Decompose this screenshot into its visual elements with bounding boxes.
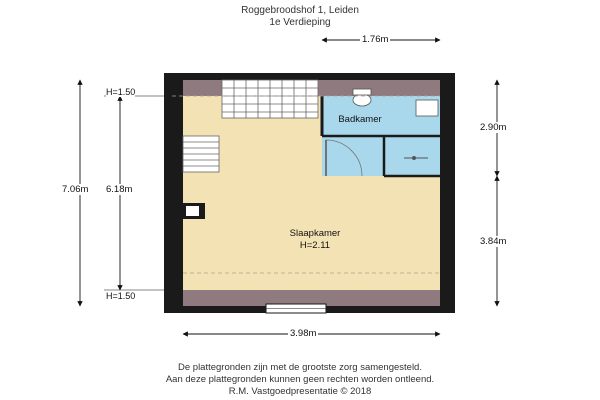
shower-floor <box>384 136 440 176</box>
shaft-inner <box>186 206 199 216</box>
bedroom-name: Slaapkamer <box>289 228 341 239</box>
bathroom-name: Badkamer <box>338 114 382 125</box>
dim-left-outer: 7.06m <box>62 184 89 195</box>
left-wall-inner <box>172 80 183 306</box>
dim-top-width: 1.76m <box>362 34 389 45</box>
stairs-left <box>183 136 219 172</box>
plan-address: Roggebroodshof 1, Leiden <box>241 5 359 16</box>
dim-right-top: 2.90m <box>480 122 507 133</box>
dim-right-bottom: 3.84m <box>480 236 507 247</box>
stairs-top <box>222 80 318 118</box>
plan-floor: 1e Verdieping <box>269 17 331 28</box>
bedroom-height: H=2.11 <box>299 240 331 251</box>
disclaimer-line-2: Aan deze plattegronden kunnen geen rechten worden ontleend. <box>165 374 435 385</box>
sink <box>416 100 438 116</box>
dim-bottom-width: 3.98m <box>290 328 317 339</box>
disclaimer-line-1: De plattegronden zijn met de grootste zorg samengesteld. <box>178 362 422 373</box>
right-wall-inner <box>440 80 447 306</box>
toilet-tank <box>353 89 371 95</box>
shower-drain <box>412 156 416 160</box>
dim-left-inner: 6.18m <box>106 184 133 195</box>
height-label-bottom: H=1.50 <box>106 291 136 301</box>
copyright-line: R.M. Vastgoedpresentatie © 2018 <box>228 386 372 397</box>
height-label-top: H=1.50 <box>106 87 136 97</box>
